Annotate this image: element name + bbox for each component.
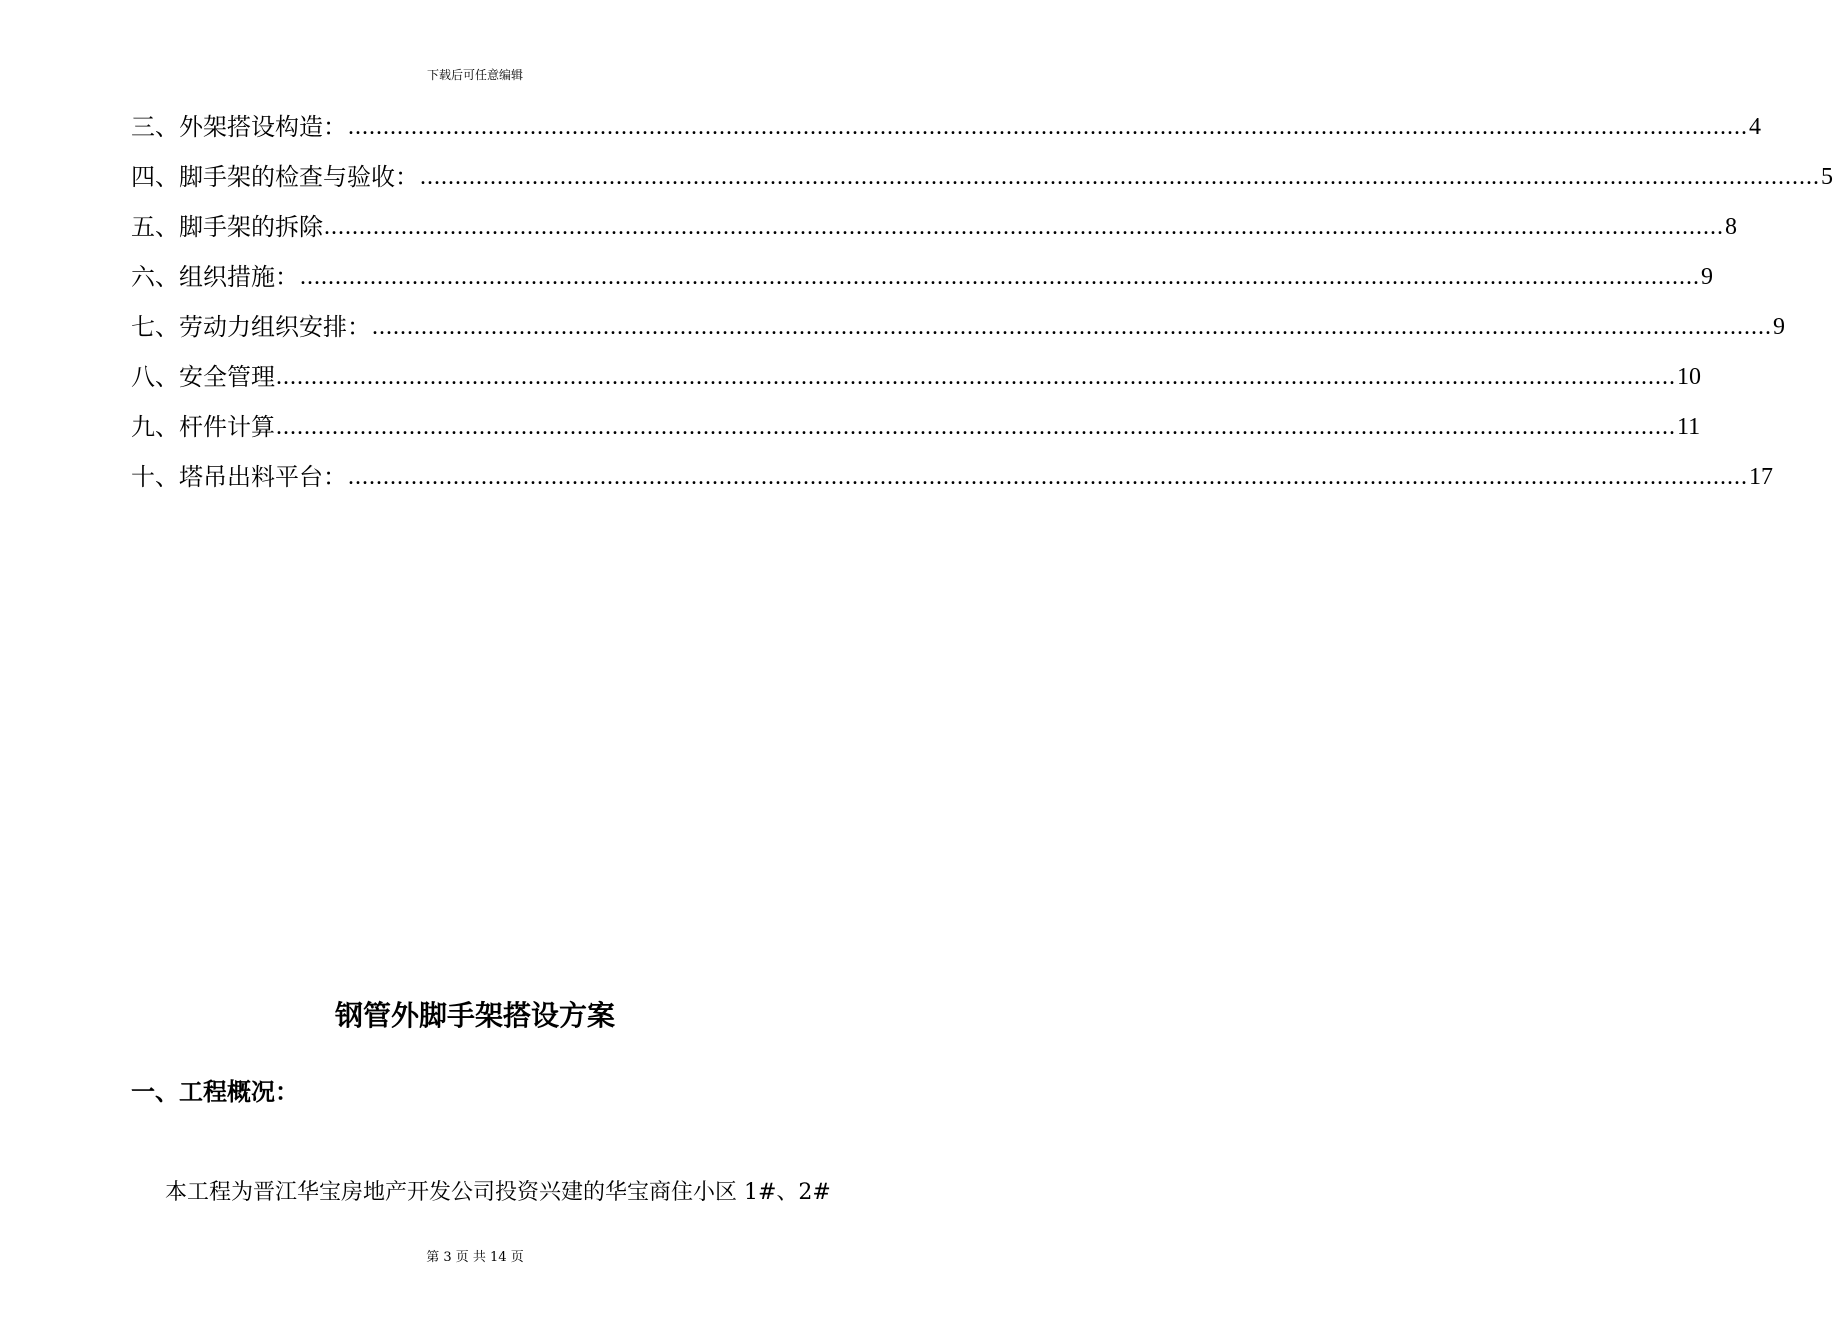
toc-entry-page: 8 <box>1725 214 1737 240</box>
toc-dot-leader: ........................................................................................................................................................................................................ <box>276 414 1676 440</box>
toc-entry <box>131 148 1833 198</box>
toc-entry-page: 9 <box>1773 314 1785 340</box>
toc-entry <box>131 298 1785 348</box>
toc-entry-page: 9 <box>1701 264 1713 290</box>
toc-entry-label: 三、外架搭设构造： <box>131 113 347 141</box>
toc-dot-leader: ........................................................................................................................................................................................................ <box>276 364 1676 390</box>
toc-entry <box>131 98 1761 148</box>
toc-entry-label: 十、塔吊出料平台： <box>131 463 347 491</box>
toc-dot-leader: ........................................................................................................................................................................................................ <box>372 314 1772 340</box>
toc-entry-page: 11 <box>1677 414 1701 440</box>
section-heading: 一、工程概况： <box>131 1077 299 1106</box>
toc-entry <box>131 248 1713 298</box>
toc-entry <box>131 398 1701 448</box>
toc-entry-label: 六、组织措施： <box>131 263 299 291</box>
toc-entry <box>131 348 1701 398</box>
table-of-contents <box>131 98 1833 498</box>
page-footer: 第 3 页 共 14 页 <box>426 1250 524 1265</box>
toc-entry-page: 4 <box>1749 114 1761 140</box>
toc-entry-label: 四、脚手架的检查与验收： <box>131 163 419 191</box>
toc-dot-leader: ........................................................................................................................................................................................................ <box>300 264 1700 290</box>
toc-dot-leader: ........................................................................................................................................................................................................ <box>420 164 1820 190</box>
toc-entry-page: 17 <box>1749 464 1773 490</box>
toc-entry-label: 九、杆件计算 <box>131 413 275 441</box>
toc-entry-label: 八、安全管理 <box>131 363 275 391</box>
toc-entry-page: 5 <box>1821 164 1833 190</box>
toc-entry-page: 10 <box>1677 364 1701 390</box>
toc-dot-leader: ........................................................................................................................................................................................................ <box>324 214 1724 240</box>
toc-dot-leader: ........................................................................................................................................................................................................ <box>348 464 1748 490</box>
toc-entry-label: 七、劳动力组织安排： <box>131 313 371 341</box>
toc-entry <box>131 198 1737 248</box>
toc-entry-label: 五、脚手架的拆除 <box>131 213 323 241</box>
toc-entry <box>131 448 1773 498</box>
toc-dot-leader: ........................................................................................................................................................................................................ <box>348 114 1748 140</box>
page-header: 下载后可任意编辑 <box>426 68 523 82</box>
body-paragraph: 本工程为晋江华宝房地产开发公司投资兴建的华宝商住小区 1#、2# <box>165 1180 831 1205</box>
document-title: 钢管外脚手架搭设方案 <box>334 999 615 1032</box>
